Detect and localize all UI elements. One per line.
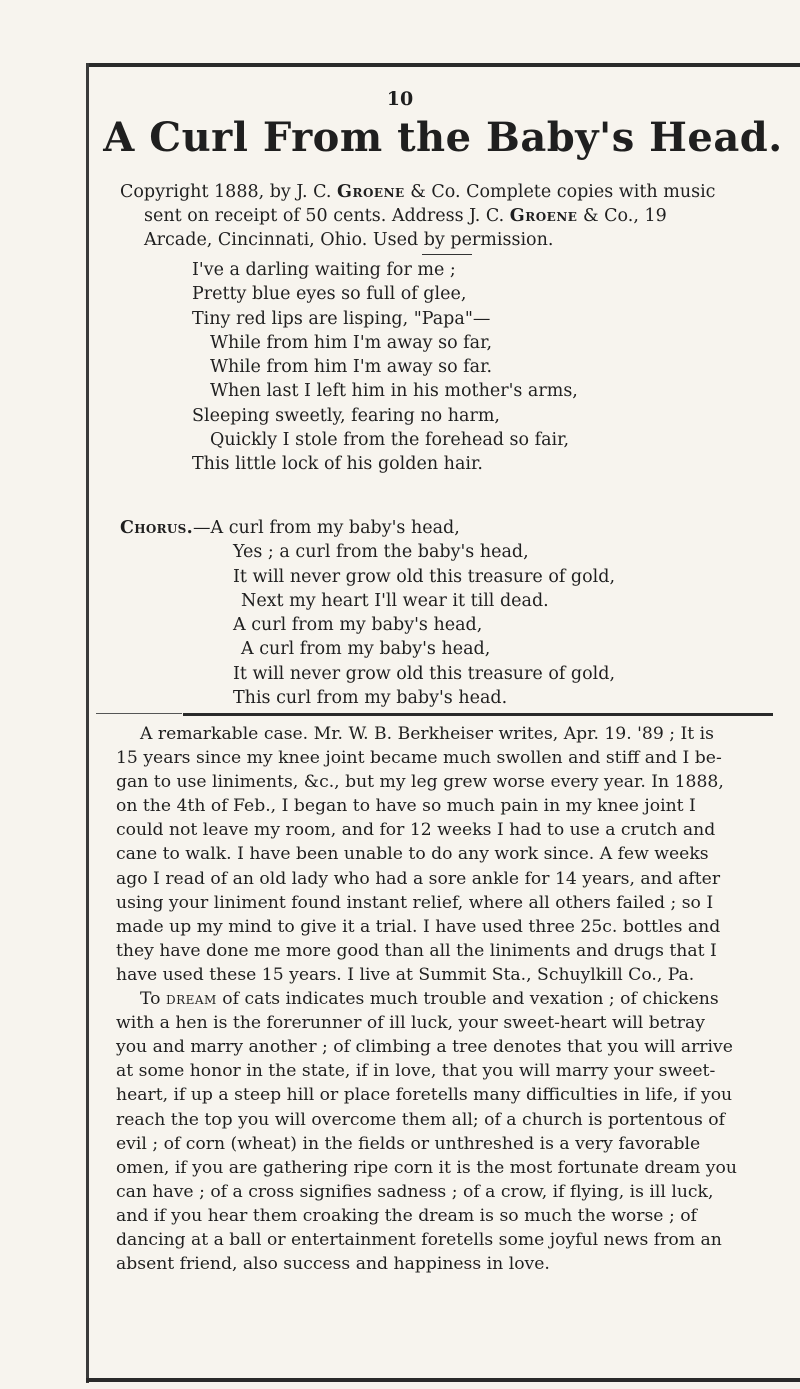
verse-line: Quickly I stole from the forehead so fair, [210,430,570,451]
publisher-name: Groene [337,182,405,202]
copyright-line-2: sent on receipt of 50 cents. Address J. C. Groene & Co., 19 [144,206,667,226]
prose-line: you and marry another ; of climbing a tree denotes that you will arrive [116,1037,733,1058]
chorus-line: It will never grow old this treasure of gold, [233,566,616,587]
chorus-line: This curl from my baby's head. [233,688,508,709]
prose-line: reach the top you will overcome them all; of a church is portentous of [116,1109,725,1130]
chorus-line-first: Chorus.—A curl from my baby's head, [120,518,460,538]
prose-line: gan to use liniments, &c., but my leg grew worse every year. In 1888, [116,772,724,793]
verse-line: While from him I'm away so far. [210,357,493,378]
prose-line: 15 years since my knee joint became much swollen and stiff and I be- [116,748,722,769]
bottom-border-rule [86,1378,800,1382]
verse-line: When last I left him in his mother's arms, [210,381,578,402]
chorus-line: A curl from my baby's head, [233,615,483,636]
verse-line: Tiny red lips are lisping, "Papa"— [192,308,491,329]
prose-line: on the 4th of Feb., I began to have so much pain in my knee joint I [116,796,696,817]
prose-line: using your liniment found instant relief, where all others failed ; so I [116,892,714,913]
prose-line: with a hen is the forerunner of ill luck, your sweet-heart will betray [116,1013,705,1034]
left-border-rule [86,63,89,1383]
section-divider-thin [96,713,182,714]
prose-line: at some honor in the state, if in love, that you will marry your sweet- [116,1061,716,1082]
prose-line: could not leave my room, and for 12 weeks I had to use a crutch and [116,820,716,841]
prose-line: ago I read of an old lady who had a sore ankle for 14 years, and after [116,868,721,889]
song-verse [192,258,578,477]
verse-line: Sleeping sweetly, fearing no harm, [192,405,500,426]
copyright-notice [120,180,792,252]
verse-line: While from him I'm away so far, [210,332,493,353]
chorus-label: Chorus. [120,518,194,538]
prose-line: made up my mind to give it a trial. I have used three 25c. bottles and [116,916,721,937]
prose-line: heart, if up a steep hill or place foretells many difficulties in life, if you [116,1085,733,1106]
copyright-line-3: Arcade, Cincinnati, Ohio. Used by permission. [144,230,554,250]
prose-line: evil ; of corn (wheat) in the fields or unthreshed is a very favorable [116,1133,701,1154]
top-border-rule [86,63,800,67]
prose-line: absent friend, also success and happiness in love. [116,1254,550,1275]
chorus-line: Yes ; a curl from the baby's head, [233,542,529,563]
prose-line: they have done me more good than all the liniments and drugs that I [116,940,717,961]
dream-word: dream [165,989,217,1010]
verse-line: Pretty blue eyes so full of glee, [192,284,467,305]
short-divider [422,254,472,255]
page-number: 10 [386,88,414,110]
prose-line: dancing at a ball or entertainment foretells some joyful news from an [116,1229,722,1250]
prose-line: omen, if you are gathering ripe corn it is the most fortunate dream you [116,1157,737,1178]
section-divider [183,713,773,716]
verse-line: I've a darling waiting for me ; [192,260,456,280]
prose-line: can have ; of a cross signifies sadness ; of a crow, if flying, is ill luck, [116,1181,714,1202]
chorus-line: A curl from my baby's head, [241,639,491,660]
publisher-name-2: Groene [509,206,578,226]
copyright-line-1: Copyright 1888, by J. C. Groene & Co. Complete copies with music [120,182,716,202]
song-title: A Curl From the Baby's Head. [103,114,783,161]
advertisement-text [116,722,796,1276]
song-chorus [120,516,615,710]
prose-line: cane to walk. I have been unable to do any work since. A few weeks [116,844,709,865]
chorus-line: Next my heart I'll wear it till dead. [241,590,549,611]
prose-line: A remarkable case. Mr. W. B. Berkheiser writes, Apr. 19. '89 ; It is [140,724,714,744]
prose-line-dream: To dream of cats indicates much trouble and vexation ; of chickens [140,989,719,1010]
chorus-line: It will never grow old this treasure of gold, [233,663,616,684]
prose-line: and if you hear them croaking the dream is so much the worse ; of [116,1205,697,1226]
verse-line: This little lock of his golden hair. [192,454,483,475]
prose-line: have used these 15 years. I live at Summit Sta., Schuylkill Co., Pa. [116,964,695,985]
